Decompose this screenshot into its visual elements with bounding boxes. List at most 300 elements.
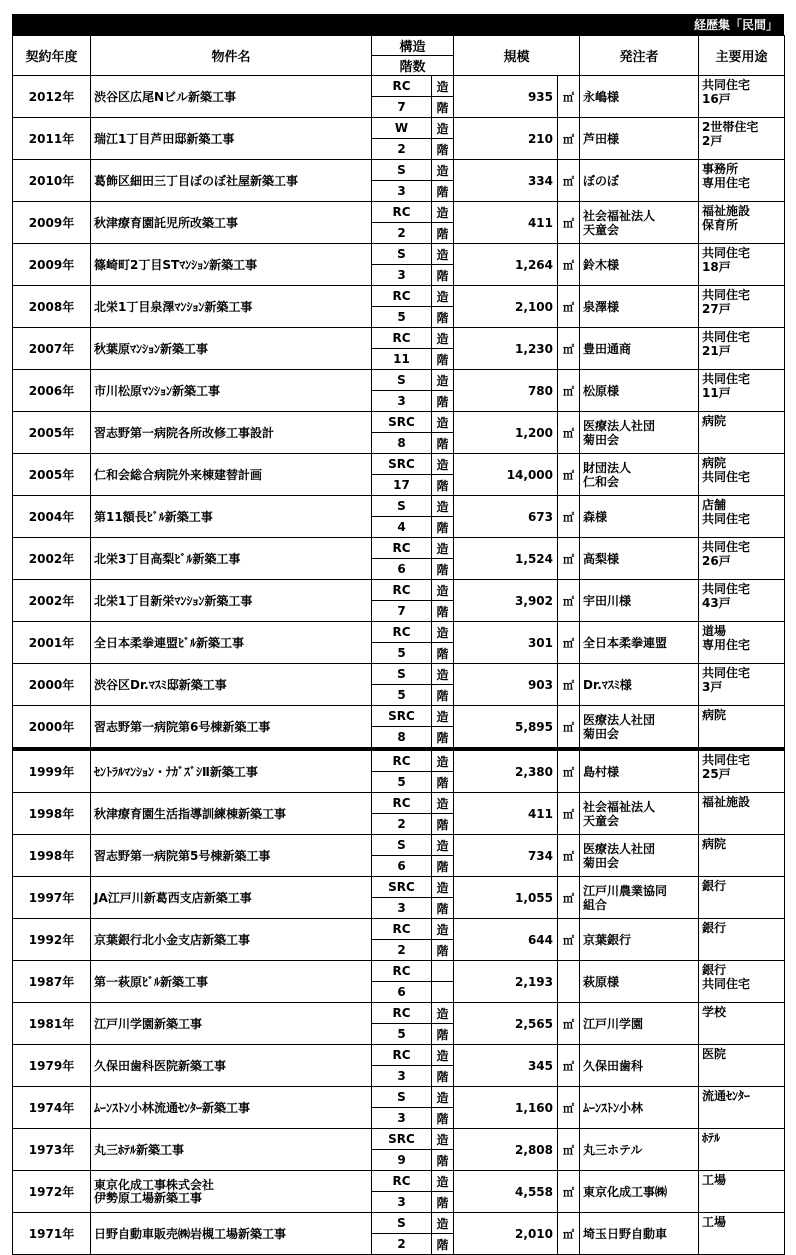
header-structure-label: 構造	[399, 40, 426, 55]
cell-unit: ㎡	[558, 1129, 580, 1171]
cell-unit: ㎡	[558, 76, 580, 118]
table-row	[13, 496, 785, 538]
cell-scale: 2,010	[454, 1213, 558, 1255]
cell-year: 2004年	[13, 496, 91, 538]
cell-structure-suffix	[432, 412, 454, 454]
cell-structure-suffix	[432, 1129, 454, 1171]
cell-project-name: 渋谷区広尾Nビル新築工事	[91, 76, 372, 118]
cell-unit: ㎡	[558, 919, 580, 961]
cell-unit	[558, 961, 580, 1003]
floor-count: 4	[372, 516, 431, 537]
cell-use: 共同住宅 18戸	[699, 244, 785, 286]
cell-year: 2005年	[13, 454, 91, 496]
cell-project-name: 江戸川学園新築工事	[91, 1003, 372, 1045]
cell-year: 2007年	[13, 328, 91, 370]
structure-suffix: 造	[436, 709, 449, 724]
cell-year: 2011年	[13, 118, 91, 160]
cell-scale: 14,000	[454, 454, 558, 496]
header-row	[13, 36, 785, 76]
table-row	[13, 76, 785, 118]
floor-suffix: 階	[432, 726, 453, 747]
cell-client: 森様	[580, 496, 699, 538]
floor-count: 6	[372, 855, 431, 876]
cell-project-name: 京葉銀行北小金支店新築工事	[91, 919, 372, 961]
structure-type: SRC	[388, 415, 415, 429]
cell-structure-suffix	[432, 244, 454, 286]
cell-project-name: 習志野第一病院第5号棟新築工事	[91, 835, 372, 877]
cell-year: 2001年	[13, 622, 91, 664]
cell-use: 店舗 共同住宅	[699, 496, 785, 538]
cell-project-name: JA江戸川新葛西支店新築工事	[91, 877, 372, 919]
cell-client: 社会福祉法人 天童会	[580, 202, 699, 244]
cell-client: ﾑｰﾝｽﾄﾝ小林	[580, 1087, 699, 1129]
cell-structure	[372, 835, 432, 877]
cell-project-name: 渋谷区Dr.ﾏｽﾐ邸新築工事	[91, 664, 372, 706]
floor-count: 5	[372, 306, 431, 327]
floor-count: 7	[372, 96, 431, 117]
cell-structure	[372, 793, 432, 835]
cell-unit: ㎡	[558, 580, 580, 622]
cell-use: 銀行	[699, 877, 785, 919]
header-scale: 規模	[454, 36, 580, 76]
floor-suffix: 階	[432, 771, 453, 792]
structure-suffix: 造	[436, 79, 449, 94]
cell-year: 1973年	[13, 1129, 91, 1171]
cell-client: 江戸川学園	[580, 1003, 699, 1045]
structure-suffix: 造	[436, 754, 449, 769]
cell-unit: ㎡	[558, 1213, 580, 1255]
cell-scale: 1,160	[454, 1087, 558, 1129]
cell-client: 芦田様	[580, 118, 699, 160]
cell-structure-suffix	[432, 538, 454, 580]
cell-use: 事務所 専用住宅	[699, 160, 785, 202]
structure-suffix: 造	[436, 205, 449, 220]
cell-structure-suffix	[432, 580, 454, 622]
cell-structure-suffix	[432, 622, 454, 664]
cell-structure	[372, 706, 432, 750]
cell-structure	[372, 118, 432, 160]
cell-structure	[372, 1213, 432, 1255]
cell-unit: ㎡	[558, 1045, 580, 1087]
floor-count: 2	[372, 813, 431, 834]
cell-client: 医療法人社団 菊田会	[580, 835, 699, 877]
table-row	[13, 835, 785, 877]
cell-year: 1999年	[13, 749, 91, 793]
cell-year: 2009年	[13, 244, 91, 286]
structure-type: RC	[392, 583, 411, 597]
structure-suffix: 造	[436, 163, 449, 178]
structure-type: RC	[392, 625, 411, 639]
table-row	[13, 328, 785, 370]
cell-year: 1971年	[13, 1213, 91, 1255]
table-row	[13, 1171, 785, 1213]
structure-suffix: 造	[436, 667, 449, 682]
cell-unit: ㎡	[558, 1087, 580, 1129]
floor-suffix: 階	[432, 222, 453, 243]
table-row	[13, 877, 785, 919]
cell-project-name: 全日本柔拳連盟ﾋﾞﾙ新築工事	[91, 622, 372, 664]
header-use: 主要用途	[699, 36, 785, 76]
cell-scale: 5,895	[454, 706, 558, 750]
cell-scale: 2,100	[454, 286, 558, 328]
cell-project-name: 篠崎町2丁目STﾏﾝｼｮﾝ新築工事	[91, 244, 372, 286]
cell-structure-suffix	[432, 1045, 454, 1087]
cell-client: 泉澤様	[580, 286, 699, 328]
cell-structure-suffix	[432, 118, 454, 160]
structure-type: SRC	[388, 1132, 415, 1146]
cell-use: 福祉施設 保育所	[699, 202, 785, 244]
structure-suffix: 造	[436, 415, 449, 430]
floor-suffix	[432, 981, 453, 1002]
cell-use: 共同住宅 26戸	[699, 538, 785, 580]
cell-scale: 780	[454, 370, 558, 412]
cell-unit: ㎡	[558, 1003, 580, 1045]
cell-structure-suffix	[432, 328, 454, 370]
floor-count: 2	[372, 939, 431, 960]
cell-unit: ㎡	[558, 496, 580, 538]
cell-project-name: 秋津療育園生活指導訓練棟新築工事	[91, 793, 372, 835]
cell-year: 2006年	[13, 370, 91, 412]
table-row	[13, 622, 785, 664]
cell-year: 1992年	[13, 919, 91, 961]
cell-scale: 345	[454, 1045, 558, 1087]
cell-scale: 1,055	[454, 877, 558, 919]
cell-structure-suffix	[432, 286, 454, 328]
cell-use: 病院	[699, 706, 785, 750]
floor-count: 8	[372, 726, 431, 747]
floor-count: 6	[372, 558, 431, 579]
cell-use: 共同住宅 16戸	[699, 76, 785, 118]
cell-structure-suffix	[432, 835, 454, 877]
structure-type: S	[397, 247, 406, 261]
floor-count: 8	[372, 432, 431, 453]
cell-client: 永嶋様	[580, 76, 699, 118]
cell-structure-suffix	[432, 961, 454, 1003]
structure-suffix: 造	[436, 880, 449, 895]
cell-year: 1979年	[13, 1045, 91, 1087]
floor-count: 3	[372, 1065, 431, 1086]
structure-suffix: 造	[436, 373, 449, 388]
cell-scale: 301	[454, 622, 558, 664]
table-row	[13, 118, 785, 160]
structure-type: S	[397, 667, 406, 681]
table-title: 経歴集「民間」	[12, 14, 784, 35]
cell-structure	[372, 76, 432, 118]
table-row	[13, 370, 785, 412]
floor-count: 3	[372, 1107, 431, 1128]
floor-suffix: 階	[432, 432, 453, 453]
floor-count: 3	[372, 1191, 431, 1212]
table-row	[13, 793, 785, 835]
cell-structure	[372, 538, 432, 580]
table-row	[13, 580, 785, 622]
cell-client: 鈴木様	[580, 244, 699, 286]
table-row	[13, 454, 785, 496]
structure-suffix: 造	[436, 625, 449, 640]
cell-year: 2005年	[13, 412, 91, 454]
floor-count: 2	[372, 138, 431, 159]
cell-scale: 734	[454, 835, 558, 877]
cell-year: 1972年	[13, 1171, 91, 1213]
floor-count: 5	[372, 771, 431, 792]
structure-type: RC	[392, 1048, 411, 1062]
cell-project-name: 第11額長ﾋﾞﾙ新築工事	[91, 496, 372, 538]
cell-project-name: 丸三ﾎﾃﾙ新築工事	[91, 1129, 372, 1171]
floor-suffix: 階	[432, 1149, 453, 1170]
cell-structure-suffix	[432, 1171, 454, 1213]
floor-suffix: 階	[432, 474, 453, 495]
cell-structure	[372, 496, 432, 538]
cell-structure	[372, 1003, 432, 1045]
cell-structure	[372, 919, 432, 961]
cell-structure-suffix	[432, 76, 454, 118]
structure-suffix: 造	[436, 838, 449, 853]
cell-use: 共同住宅 25戸	[699, 749, 785, 793]
cell-client: 京葉銀行	[580, 919, 699, 961]
structure-suffix: 造	[436, 1006, 449, 1021]
cell-scale: 2,193	[454, 961, 558, 1003]
cell-project-name: 秋葉原ﾏﾝｼｮﾝ新築工事	[91, 328, 372, 370]
cell-structure-suffix	[432, 1087, 454, 1129]
cell-structure-suffix	[432, 749, 454, 793]
cell-client: 社会福祉法人 天童会	[580, 793, 699, 835]
cell-scale: 903	[454, 664, 558, 706]
cell-structure-suffix	[432, 454, 454, 496]
floor-suffix: 階	[432, 180, 453, 201]
structure-type: SRC	[388, 709, 415, 723]
cell-client: 島村様	[580, 749, 699, 793]
structure-suffix: 造	[436, 541, 449, 556]
cell-structure-suffix	[432, 793, 454, 835]
cell-structure-suffix	[432, 1003, 454, 1045]
cell-use: ﾎﾃﾙ	[699, 1129, 785, 1171]
floor-count: 6	[372, 981, 431, 1002]
cell-unit: ㎡	[558, 877, 580, 919]
cell-use: 共同住宅 21戸	[699, 328, 785, 370]
table-row	[13, 961, 785, 1003]
cell-scale: 411	[454, 793, 558, 835]
cell-unit: ㎡	[558, 1171, 580, 1213]
cell-use: 医院	[699, 1045, 785, 1087]
cell-year: 2000年	[13, 664, 91, 706]
floor-count: 7	[372, 600, 431, 621]
table-row	[13, 1129, 785, 1171]
cell-structure	[372, 580, 432, 622]
floor-suffix: 階	[432, 264, 453, 285]
cell-use: 工場	[699, 1171, 785, 1213]
header-client: 発注者	[580, 36, 699, 76]
floor-suffix: 階	[432, 1191, 453, 1212]
cell-scale: 2,565	[454, 1003, 558, 1045]
floor-suffix: 階	[432, 1107, 453, 1128]
cell-use: 福祉施設	[699, 793, 785, 835]
cell-structure	[372, 370, 432, 412]
cell-use: 学校	[699, 1003, 785, 1045]
cell-project-name: ｾﾝﾄﾗﾙﾏﾝｼｮﾝ・ﾅｶﾞｽﾞｼⅡ新築工事	[91, 749, 372, 793]
floor-count: 9	[372, 1149, 431, 1170]
floor-count: 3	[372, 897, 431, 918]
structure-type: RC	[392, 922, 411, 936]
cell-client: Dr.ﾏｽﾐ様	[580, 664, 699, 706]
cell-client: 財団法人 仁和会	[580, 454, 699, 496]
structure-type: SRC	[388, 880, 415, 894]
cell-client: 豊田通商	[580, 328, 699, 370]
cell-client: 医療法人社団 菊田会	[580, 412, 699, 454]
cell-structure-suffix	[432, 706, 454, 750]
cell-structure-suffix	[432, 919, 454, 961]
cell-year: 1987年	[13, 961, 91, 1003]
cell-scale: 4,558	[454, 1171, 558, 1213]
cell-project-name: 仁和会総合病院外来棟建替計画	[91, 454, 372, 496]
cell-structure	[372, 1171, 432, 1213]
structure-type: W	[394, 121, 409, 135]
project-history-table	[12, 35, 785, 1255]
cell-year: 2009年	[13, 202, 91, 244]
structure-suffix: 造	[436, 499, 449, 514]
table-row	[13, 202, 785, 244]
cell-use: 銀行 共同住宅	[699, 961, 785, 1003]
floor-count: 2	[372, 1233, 431, 1254]
cell-unit: ㎡	[558, 538, 580, 580]
table-row	[13, 706, 785, 750]
structure-type: RC	[392, 1006, 411, 1020]
cell-structure	[372, 160, 432, 202]
floor-suffix: 階	[432, 306, 453, 327]
floor-count: 17	[372, 474, 431, 495]
cell-unit: ㎡	[558, 160, 580, 202]
cell-project-name: 日野自動車販売㈱岩槻工場新築工事	[91, 1213, 372, 1255]
cell-scale: 644	[454, 919, 558, 961]
cell-scale: 210	[454, 118, 558, 160]
cell-use: 病院	[699, 412, 785, 454]
structure-suffix: 造	[436, 1216, 449, 1231]
table-row	[13, 1087, 785, 1129]
floor-suffix: 階	[432, 558, 453, 579]
cell-scale: 673	[454, 496, 558, 538]
cell-client: 松原様	[580, 370, 699, 412]
structure-type: SRC	[388, 457, 415, 471]
cell-year: 2012年	[13, 76, 91, 118]
cell-structure	[372, 202, 432, 244]
table-row	[13, 538, 785, 580]
cell-structure	[372, 244, 432, 286]
floor-suffix: 階	[432, 348, 453, 369]
floor-suffix: 階	[432, 96, 453, 117]
cell-structure	[372, 961, 432, 1003]
structure-type: RC	[392, 331, 411, 345]
cell-unit: ㎡	[558, 706, 580, 750]
floor-suffix: 階	[432, 138, 453, 159]
cell-use: 銀行	[699, 919, 785, 961]
floor-suffix: 階	[432, 897, 453, 918]
cell-use: 流通ｾﾝﾀｰ	[699, 1087, 785, 1129]
floor-count: 3	[372, 264, 431, 285]
structure-type: RC	[392, 1174, 411, 1188]
structure-type: S	[397, 373, 406, 387]
cell-client: 東京化成工事㈱	[580, 1171, 699, 1213]
cell-unit: ㎡	[558, 118, 580, 160]
floor-suffix: 階	[432, 600, 453, 621]
floor-suffix: 階	[432, 390, 453, 411]
header-structure	[372, 36, 454, 76]
structure-type: RC	[392, 79, 411, 93]
cell-year: 2000年	[13, 706, 91, 750]
cell-unit: ㎡	[558, 749, 580, 793]
structure-suffix: 造	[436, 796, 449, 811]
structure-type: RC	[392, 541, 411, 555]
structure-type: RC	[392, 289, 411, 303]
cell-scale: 1,200	[454, 412, 558, 454]
header-year: 契約年度	[13, 36, 91, 76]
floor-suffix: 階	[432, 1065, 453, 1086]
cell-use: 道場 専用住宅	[699, 622, 785, 664]
cell-project-name: 習志野第一病院第6号棟新築工事	[91, 706, 372, 750]
cell-unit: ㎡	[558, 454, 580, 496]
structure-suffix: 造	[436, 922, 449, 937]
structure-type: S	[397, 499, 406, 513]
cell-client: 宇田川様	[580, 580, 699, 622]
cell-use: 工場	[699, 1213, 785, 1255]
floor-suffix: 階	[432, 516, 453, 537]
cell-year: 2002年	[13, 538, 91, 580]
structure-type: RC	[392, 754, 411, 768]
table-row	[13, 1045, 785, 1087]
cell-use: 2世帯住宅 2戸	[699, 118, 785, 160]
cell-client: 丸三ホテル	[580, 1129, 699, 1171]
structure-suffix: 造	[436, 331, 449, 346]
table-row	[13, 1213, 785, 1255]
cell-unit: ㎡	[558, 286, 580, 328]
cell-client: ぼのぼ	[580, 160, 699, 202]
floor-count: 5	[372, 684, 431, 705]
cell-unit: ㎡	[558, 622, 580, 664]
table-row	[13, 412, 785, 454]
cell-year: 1998年	[13, 793, 91, 835]
table-row	[13, 749, 785, 793]
floor-count: 2	[372, 222, 431, 243]
cell-unit: ㎡	[558, 202, 580, 244]
cell-scale: 1,230	[454, 328, 558, 370]
cell-client: 江戸川農業協同 組合	[580, 877, 699, 919]
floor-count: 3	[372, 180, 431, 201]
floor-suffix: 階	[432, 1023, 453, 1044]
cell-client: 萩原様	[580, 961, 699, 1003]
cell-structure	[372, 454, 432, 496]
cell-project-name: 北栄3丁目高梨ﾋﾞﾙ新築工事	[91, 538, 372, 580]
floor-suffix: 階	[432, 1233, 453, 1254]
cell-client: 久保田歯科	[580, 1045, 699, 1087]
structure-type: RC	[392, 205, 411, 219]
cell-structure-suffix	[432, 160, 454, 202]
floor-suffix: 階	[432, 684, 453, 705]
floor-suffix: 階	[432, 642, 453, 663]
cell-unit: ㎡	[558, 664, 580, 706]
cell-use: 共同住宅 11戸	[699, 370, 785, 412]
cell-structure-suffix	[432, 664, 454, 706]
cell-structure-suffix	[432, 496, 454, 538]
cell-year: 2008年	[13, 286, 91, 328]
table-row	[13, 1003, 785, 1045]
structure-suffix: 造	[436, 289, 449, 304]
cell-year: 1974年	[13, 1087, 91, 1129]
cell-unit: ㎡	[558, 244, 580, 286]
cell-use: 病院 共同住宅	[699, 454, 785, 496]
cell-structure-suffix	[432, 370, 454, 412]
cell-client: 高梨様	[580, 538, 699, 580]
structure-suffix	[432, 961, 453, 981]
cell-structure-suffix	[432, 1213, 454, 1255]
cell-structure	[372, 412, 432, 454]
